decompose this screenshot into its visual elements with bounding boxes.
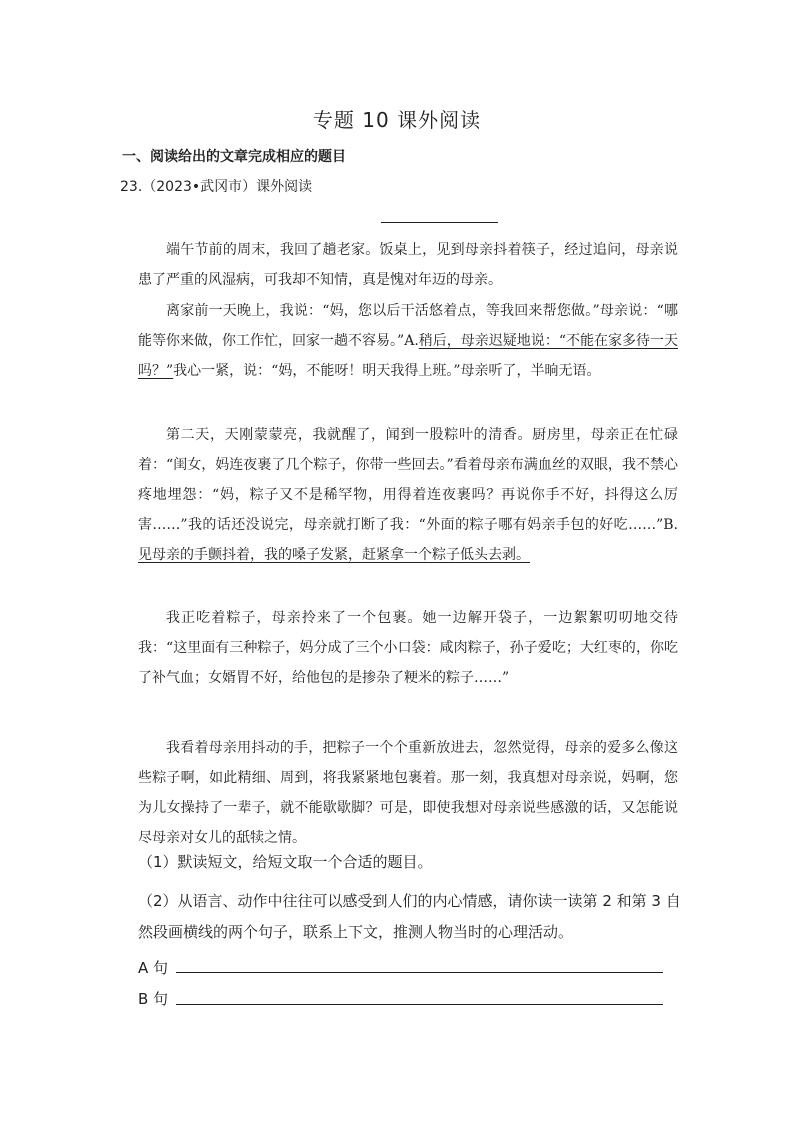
- question-1: （1）默读短文，给短文取一个合适的题目。: [138, 853, 433, 871]
- paragraph-2-text-before: 离家前一天晚上，我说：“妈，您以后干活悠着点，等我回来帮您做。”母亲说：“哪能等你来做，你工作忙，回家一趟不容易。”A.: [138, 303, 678, 349]
- story-paragraph-5: 我看着母亲用抖动的手，把粽子一个个重新放进去，忽然觉得，母亲的爱多么像这些粽子啊，如此精细、周到，将我紧紧地包裹着。那一刻，我真想对母亲说，妈啊，您为儿女操持了一辈子，就不能歇歇脚？可是，即使我想对母亲说些感激的话，又怎能说尽母亲对女儿的舐犊之情。: [138, 740, 678, 846]
- story-paragraph-3: [138, 420, 678, 570]
- story-paragraph-1: 端午节前的周末，我回了趟老家。饭桌上，见到母亲抖着筷子，经过追问，母亲说患了严重的风湿病，可我却不知情，真是愧对年迈的母亲。: [138, 242, 678, 288]
- question-header: 23.（2023•武冈市）课外阅读: [120, 179, 313, 195]
- question-2: （2）从语言、动作中往往可以感受到人们的内心情感，请你读一读第 2 和第 3 自然段画横线的两个句子，联系上下文，推测人物当时的心理活动。: [138, 892, 681, 941]
- answer-b-label: B 句: [138, 990, 169, 1008]
- paragraph-3-text-before: 第二天，天刚蒙蒙亮，我就醒了，闻到一股粽叶的清香。厨房里，母亲正在忙碌着：“闺女，妈连夜裹了几个粽子，你带一些回去。”看着母亲布满血丝的双眼，我不禁心疼地埋怨：“妈，粽子又不是稀罕物，用得着连夜裹吗？再说你手不好，抖得这么厉害……”我的话还没说完，母亲就打断了我：“外面的粽子哪有妈亲手包的好吃……”B.: [138, 427, 678, 533]
- page-title: 专题 10 课外阅读: [312, 108, 482, 132]
- story-paragraph-2: [138, 296, 678, 386]
- underlined-sentence-a: 稍后，母亲迟疑地说：“不能在家多待一天吗？”: [138, 333, 679, 379]
- answer-b-line[interactable]: [176, 1004, 663, 1005]
- section-heading: 一、阅读给出的文章完成相应的题目: [122, 149, 346, 165]
- answer-a-line[interactable]: [176, 972, 663, 973]
- paragraph-2-text-after: 我心一紧，说：“妈，不能呀！明天我得上班。”母亲听了，半晌无语。: [173, 363, 601, 379]
- answer-a-label: A 句: [138, 959, 169, 977]
- underlined-sentence-b: 见母亲的手颤抖着，我的嗓子发紧，赶紧拿一个粽子低头去剥。: [138, 547, 530, 563]
- title-answer-blank: [381, 222, 498, 223]
- story-paragraph-4: 我正吃着粽子，母亲拎来了一个包裹。她一边解开袋子，一边絮絮叨叨地交待我：“这里面有三种粽子，妈分成了三个小口袋：咸肉粽子，孙子爱吃；大红枣的，你吃了补气血；女婿胃不好，给他包的是掺杂了粳米的粽子……”: [138, 610, 678, 686]
